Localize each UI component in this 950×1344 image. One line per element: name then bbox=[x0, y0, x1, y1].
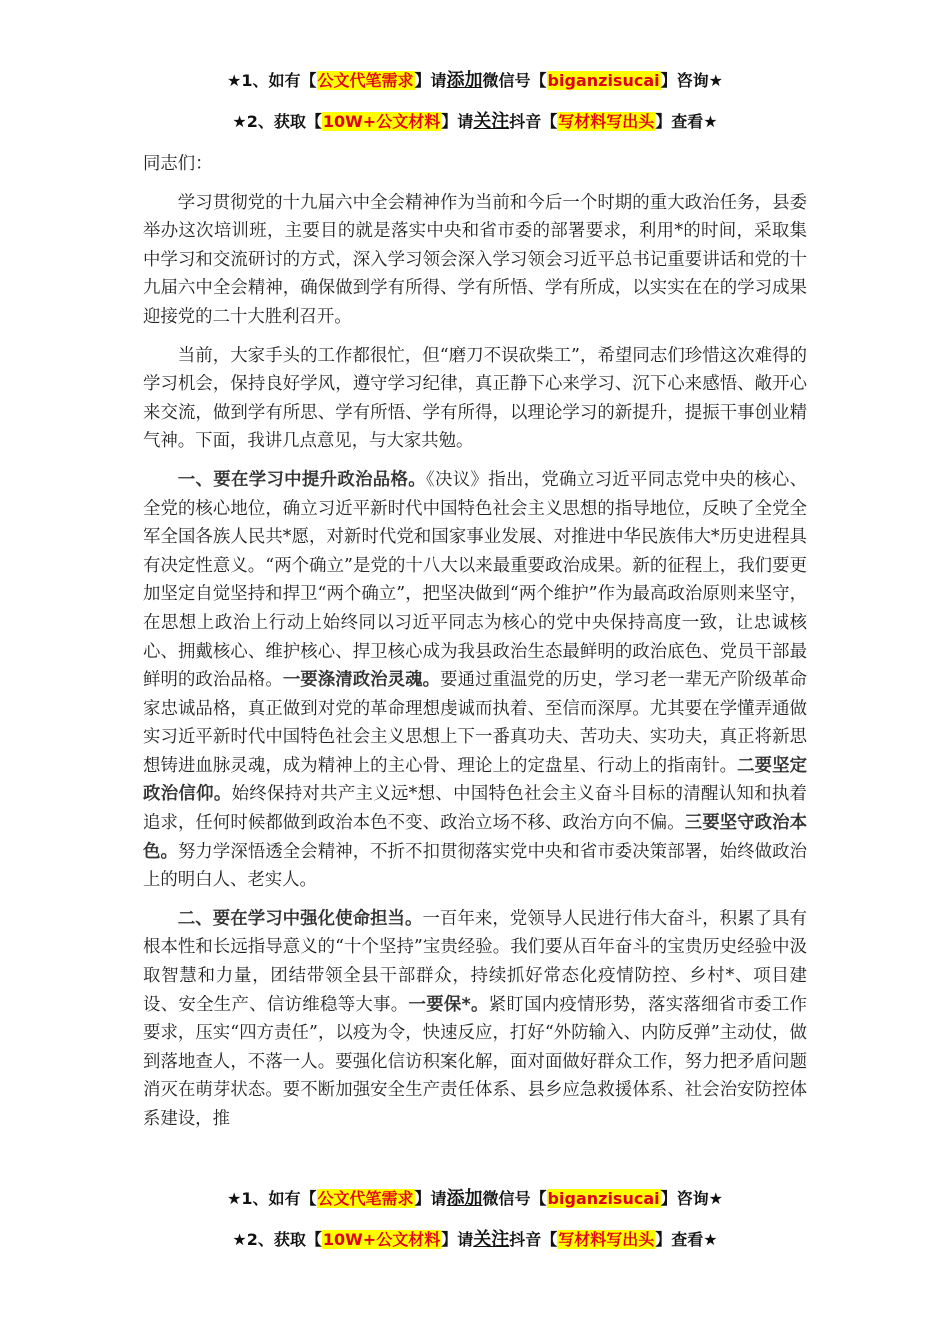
section-text: 努力学深悟透全会精神，不折不扣贯彻落实党中央和省市委决策部署，始终做政治上的明白人、老实人。 bbox=[143, 841, 807, 891]
greeting: 同志们： bbox=[143, 154, 213, 174]
promo-text: 】查看★ bbox=[655, 1230, 718, 1249]
promo-text: 】请 bbox=[441, 1230, 474, 1249]
promo-text: 抖音【 bbox=[509, 112, 558, 131]
promo-highlight: 10W+公文材料 bbox=[322, 1230, 441, 1249]
promo-underlined: 关注 bbox=[473, 111, 510, 132]
section-text: 始终保持对共产主义远*想、中国特色社会主义奋斗目标的清醒认知和执着追求，任何时候都做到政治本色不变、政治立场不移、政治方向不偏。 bbox=[143, 784, 807, 834]
promo-wechat-id: biganzisucai bbox=[547, 71, 660, 90]
paragraph-context: 当前，大家手头的工作都很忙，但“磨刀不误砍柴工”，希望同志们珍惜这次难得的学习机会，保持良好学风，遵守学习纪律，真正静下心来学习、沉下心来感悟、敞开心来交流，做到学有所思、学有所悟、学有所得，以理论学习的新提升，提振干事创业精气神。下面，我讲几点意见，与大家共勉。 bbox=[143, 345, 807, 452]
promo-highlight: 公文代笔需求 bbox=[317, 71, 414, 90]
promo-text: ★2、获取【 bbox=[232, 112, 322, 131]
promo-text: 】请 bbox=[414, 71, 447, 90]
header-promo-line-2 bbox=[0, 109, 950, 135]
promo-text: 】咨询★ bbox=[660, 71, 723, 90]
section-text: 一百年来，党领导人民进行伟大奋斗，积累了具有根本性和长远指导意义的“十个坚持”宝贵经验。我们要从百年奋斗的宝贵历史经验中汲取智慧和力量，团结带领全县干部群众，持续抓好常态化疫情防控、乡村*、项目建设、安全生产、信访维稳等大事。 bbox=[143, 908, 807, 1015]
promo-wechat-id: biganzisucai bbox=[547, 1189, 660, 1208]
promo-underlined: 关注 bbox=[473, 1229, 510, 1250]
promo-text: 抖音【 bbox=[509, 1230, 558, 1249]
promo-text: 微信号【 bbox=[482, 1189, 547, 1208]
footer-promo-line-1 bbox=[0, 1186, 950, 1212]
promo-underlined: 添加 bbox=[446, 70, 483, 91]
document-body bbox=[143, 150, 807, 1144]
footer-promo-line-2 bbox=[0, 1227, 950, 1253]
paragraph-intro: 学习贯彻党的十九届六中全会精神作为当前和今后一个时期的重大政治任务，县委举办这次培训班，主要目的就是落实中央和省市委的部署要求，利用*的时间，采取集中学习和交流研讨的方式，深入学习领会深入学习领会习近平总书记重要讲话和党的十九届六中全会精神，确保做到学有所得、学有所悟、学有所成，以实实在在的学习成果迎接党的二十大胜利召开。 bbox=[143, 192, 807, 327]
section-text: 紧盯国内疫情形势，落实落细省市委工作要求，压实“四方责任”，以疫为令，快速反应，打好“外防输入、内防反弹”主动仗，做到落地查人，不落一人。要强化信访积案化解，面对面做好群众工作，努力把矛盾问题消灭在萌芽状态。要不断加强安全生产责任体系、县乡应急救援体系、社会治安防控体系建设，推 bbox=[143, 994, 807, 1129]
promo-text: ★1、如有【 bbox=[227, 71, 317, 90]
subpoint-heading: 三要坚守政治本色。 bbox=[143, 813, 807, 862]
promo-text: ★1、如有【 bbox=[227, 1189, 317, 1208]
paragraph-section-2 bbox=[143, 905, 807, 1134]
section-text: 要通过重温党的历史，学习老一辈无产阶级革命家忠诚品格，真正做到对党的革命理想虔诚而执着、至信而深厚。尤其要在学懂弄通做实习近平新时代中国特色社会主义思想上下一番真功夫、苦功夫、实功夫，真正将新思想铸进血脉灵魂，成为精神上的主心骨、理论上的定盘星、行动上的指南针。 bbox=[143, 670, 807, 776]
subpoint-heading: 一要保*。 bbox=[408, 994, 489, 1015]
promo-underlined: 添加 bbox=[446, 1188, 483, 1209]
section-heading: 二、要在学习中强化使命担当。 bbox=[177, 908, 423, 929]
promo-text: 】请 bbox=[441, 112, 474, 131]
promo-text: 】咨询★ bbox=[660, 1189, 723, 1208]
paragraph-section-1 bbox=[143, 466, 807, 895]
header-promo-line-1 bbox=[0, 68, 950, 94]
promo-douyin-id: 写材料写出头 bbox=[558, 1230, 655, 1249]
promo-text: 】请 bbox=[414, 1189, 447, 1208]
promo-text: 】查看★ bbox=[655, 112, 718, 131]
promo-text: ★2、获取【 bbox=[232, 1230, 322, 1249]
promo-highlight: 10W+公文材料 bbox=[322, 112, 441, 131]
section-text: 《决议》指出，党确立习近平同志党中央的核心、全党的核心地位，确立习近平新时代中国特色社会主义思想的指导地位，反映了全党全军全国各族人民共*愿，对新时代党和国家事业发展、对推进中华民族伟大*历史进程具有决定性意义。“两个确立”是党的十八大以来最重要政治成果。新的征程上，我们要更加坚定自觉坚持和捍卫“两个确立”，把坚决做到“两个维护”作为最高政治原则来坚守，在思想上政治上行动上始终同以习近平同志为核心的党中央保持高度一致，让忠诚核心、拥戴核心、维护核心、捍卫核心成为我县政治生态最鲜明的政治底色、党员干部最鲜明的政治品格。 bbox=[143, 469, 807, 691]
promo-douyin-id: 写材料写出头 bbox=[558, 112, 655, 131]
subpoint-heading: 一要涤清政治灵魂。 bbox=[282, 670, 441, 691]
subpoint-heading: 二要坚定政治信仰。 bbox=[143, 755, 807, 805]
promo-text: 微信号【 bbox=[482, 71, 547, 90]
promo-highlight: 公文代笔需求 bbox=[317, 1189, 414, 1208]
section-heading: 一、要在学习中提升政治品格。 bbox=[177, 469, 426, 490]
